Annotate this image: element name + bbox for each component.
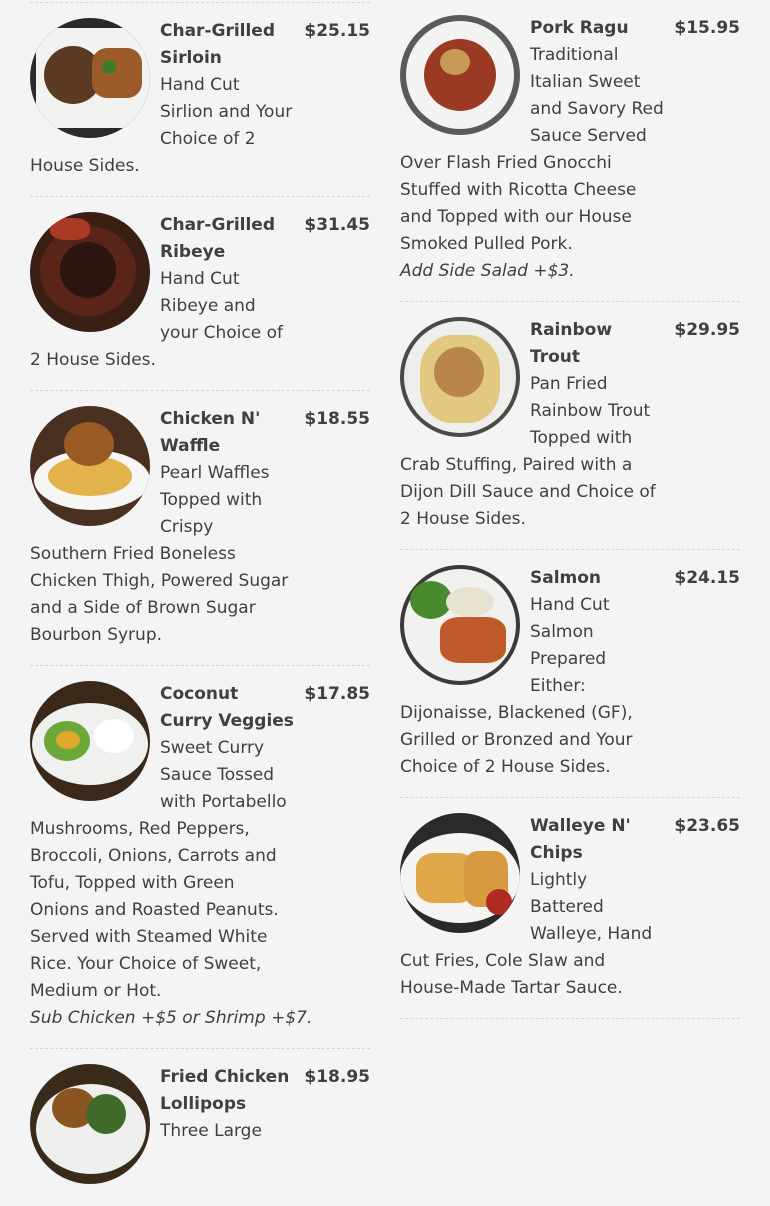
item-description: Sweet Curry Sauce Tossed with Portabello Mushrooms, Red Peppers, Broccoli, Onions, Carrots and Tofu, Topped with Green Onions and Roasted Peanuts. Served with Steamed White Rice. Your Choice of Sweet, Medium or Hot. (30, 738, 287, 1001)
menu-item[interactable] (30, 1049, 370, 1206)
item-name: Pork Ragu (530, 18, 629, 38)
item-price: $23.65 (674, 816, 740, 836)
item-description: Hand Cut Ribeye and your Choice of 2 House Sides. (30, 269, 283, 370)
item-name: Fried Chicken Lollipops (160, 1067, 290, 1114)
item-price: $18.95 (304, 1067, 370, 1087)
item-name: Walleye N' Chips (530, 816, 631, 863)
sirloin-photo (30, 18, 150, 138)
item-name: Chicken N' Waffle (160, 409, 261, 456)
item-name: Salmon (530, 568, 602, 588)
rainbow-trout-photo (400, 317, 520, 437)
item-description: Lightly Battered Walleye, Hand Cut Fries, Cole Slaw and House-Made Tartar Sauce. (400, 870, 653, 998)
menu-item[interactable] (30, 197, 370, 391)
ribeye-photo (30, 212, 150, 332)
pork-ragu-photo (400, 15, 520, 135)
item-name: Rainbow Trout (530, 320, 613, 367)
item-note: Add Side Salad +$3. (400, 261, 575, 281)
chicken-waffle-photo (30, 406, 150, 526)
item-description: Hand Cut Sirlion and Your Choice of 2 House Sides. (30, 75, 293, 176)
menu-item[interactable] (400, 0, 740, 302)
menu-item[interactable] (30, 666, 370, 1049)
menu-item[interactable] (30, 391, 370, 666)
menu-column-left (30, 0, 370, 1206)
menu-item[interactable] (400, 302, 740, 550)
item-name: Char-Grilled Ribeye (160, 215, 276, 262)
item-description: Three Large (160, 1121, 262, 1141)
menu-item[interactable] (400, 550, 740, 798)
menu-item[interactable] (30, 3, 370, 197)
item-price: $25.15 (304, 21, 370, 41)
item-price: $31.45 (304, 215, 370, 235)
item-description: Hand Cut Salmon Prepared Either: Dijonaisse, Blackened (GF), Grilled or Bronzed and Your Choice of 2 House Sides. (400, 595, 633, 777)
item-name: Coconut Curry Veggies (160, 684, 294, 731)
menu-item[interactable] (400, 798, 740, 1019)
item-description: Pearl Waffles Topped with Crispy Southern Fried Boneless Chicken Thigh, Powered Sugar and a Side of Brown Sugar Bourbon Syrup. (30, 463, 289, 645)
item-price: $18.55 (304, 409, 370, 429)
item-price: $17.85 (304, 684, 370, 704)
item-price: $29.95 (674, 320, 740, 340)
curry-veggies-photo (30, 681, 150, 801)
item-price: $24.15 (674, 568, 740, 588)
salmon-photo (400, 565, 520, 685)
item-note: Sub Chicken +$5 or Shrimp +$7. (30, 1008, 313, 1028)
walleye-chips-photo (400, 813, 520, 933)
chicken-lollipops-photo (30, 1064, 150, 1184)
item-description: Pan Fried Rainbow Trout Topped with Crab Stuffing, Paired with a Dijon Dill Sauce and Choice of 2 House Sides. (400, 374, 656, 529)
item-description: Traditional Italian Sweet and Savory Red Sauce Served Over Flash Fried Gnocchi Stuffed with Ricotta Cheese and Topped with our House Smoked Pulled Pork. (400, 45, 664, 254)
item-price: $15.95 (674, 18, 740, 38)
menu-column-right (400, 0, 740, 1019)
item-name: Char-Grilled Sirloin (160, 21, 276, 68)
